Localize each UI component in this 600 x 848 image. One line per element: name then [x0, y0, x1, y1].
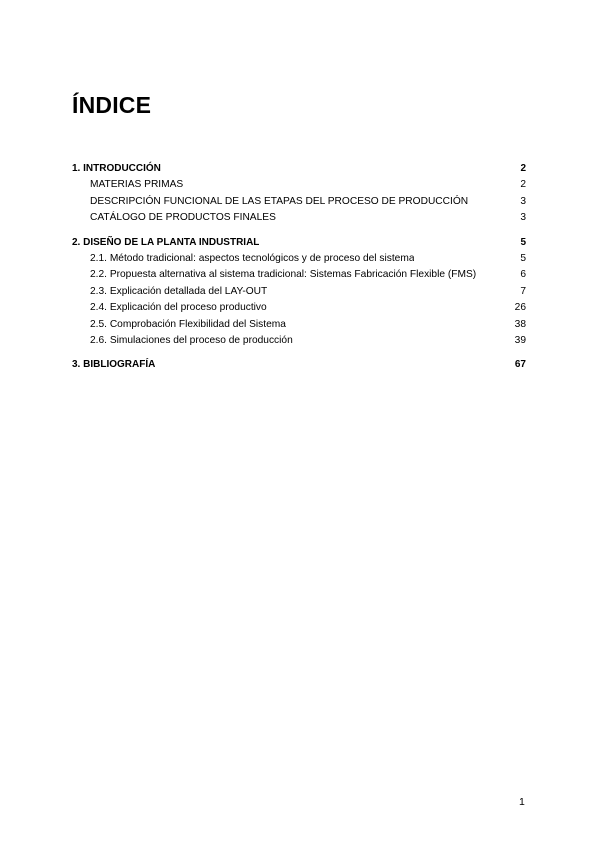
- toc-entry-label: 2.4. Explicación del proceso productivo: [90, 302, 267, 314]
- toc-entry-label: MATERIAS PRIMAS: [90, 179, 184, 191]
- toc-entry-label: 2.5. Comprobación Flexibilidad del Sistema: [90, 318, 286, 330]
- toc-subentry[interactable]: [72, 194, 526, 210]
- toc-entry-label: 2.6. Simulaciones del proceso de producción: [90, 334, 293, 346]
- toc-section-introduccion: [72, 161, 526, 227]
- toc-entry-page: 67: [514, 359, 526, 371]
- toc-entry-label: 2.1. Método tradicional: aspectos tecnológicos y de proceso del sistema: [90, 252, 415, 264]
- table-of-contents: [72, 161, 526, 382]
- toc-entry-page: 26: [514, 302, 526, 314]
- toc-entry-label: 1. INTRODUCCIÓN: [72, 163, 161, 174]
- toc-subentry[interactable]: [72, 251, 526, 267]
- toc-entry-label: 2. DISEÑO DE LA PLANTA INDUSTRIAL: [72, 236, 260, 248]
- toc-entry-page: 5: [520, 236, 526, 248]
- toc-subentry[interactable]: [72, 333, 526, 349]
- toc-subentry[interactable]: [72, 317, 526, 333]
- toc-entry-label: 2.2. Propuesta alternativa al sistema tradicional: Sistemas Fabricación Flexible (FMS): [90, 269, 477, 281]
- toc-entry-page: 38: [514, 318, 526, 330]
- toc-subentry[interactable]: [72, 177, 526, 193]
- toc-entry-page: 2: [520, 163, 526, 174]
- toc-subentry[interactable]: [72, 284, 526, 300]
- toc-entry-page: 5: [520, 252, 526, 264]
- toc-entry-label: 3. BIBLIOGRAFÍA: [72, 359, 156, 371]
- toc-entry-page: 39: [514, 334, 526, 346]
- toc-section-bibliografia: [72, 357, 526, 373]
- toc-section-diseno: [72, 235, 526, 350]
- page-title: ÍNDICE: [72, 92, 152, 118]
- toc-entry[interactable]: [72, 161, 526, 177]
- toc-entry-page: 6: [520, 269, 526, 281]
- toc-entry[interactable]: [72, 357, 526, 373]
- toc-entry-page: 3: [520, 212, 526, 224]
- toc-entry-label: DESCRIPCIÓN FUNCIONAL DE LAS ETAPAS DEL PROCESO DE PRODUCCIÓN: [90, 195, 469, 207]
- toc-entry[interactable]: [72, 235, 526, 251]
- toc-subentry[interactable]: [72, 267, 526, 283]
- toc-entry-page: 3: [520, 195, 526, 207]
- toc-entry-label: CATÁLOGO DE PRODUCTOS FINALES: [90, 212, 276, 224]
- page-number: 1: [519, 796, 525, 808]
- toc-subentry[interactable]: [72, 210, 526, 226]
- toc-subentry[interactable]: [72, 300, 526, 316]
- toc-entry-page: 2: [520, 179, 526, 191]
- toc-entry-page: 7: [520, 285, 526, 297]
- toc-entry-label: 2.3. Explicación detallada del LAY-OUT: [90, 285, 268, 297]
